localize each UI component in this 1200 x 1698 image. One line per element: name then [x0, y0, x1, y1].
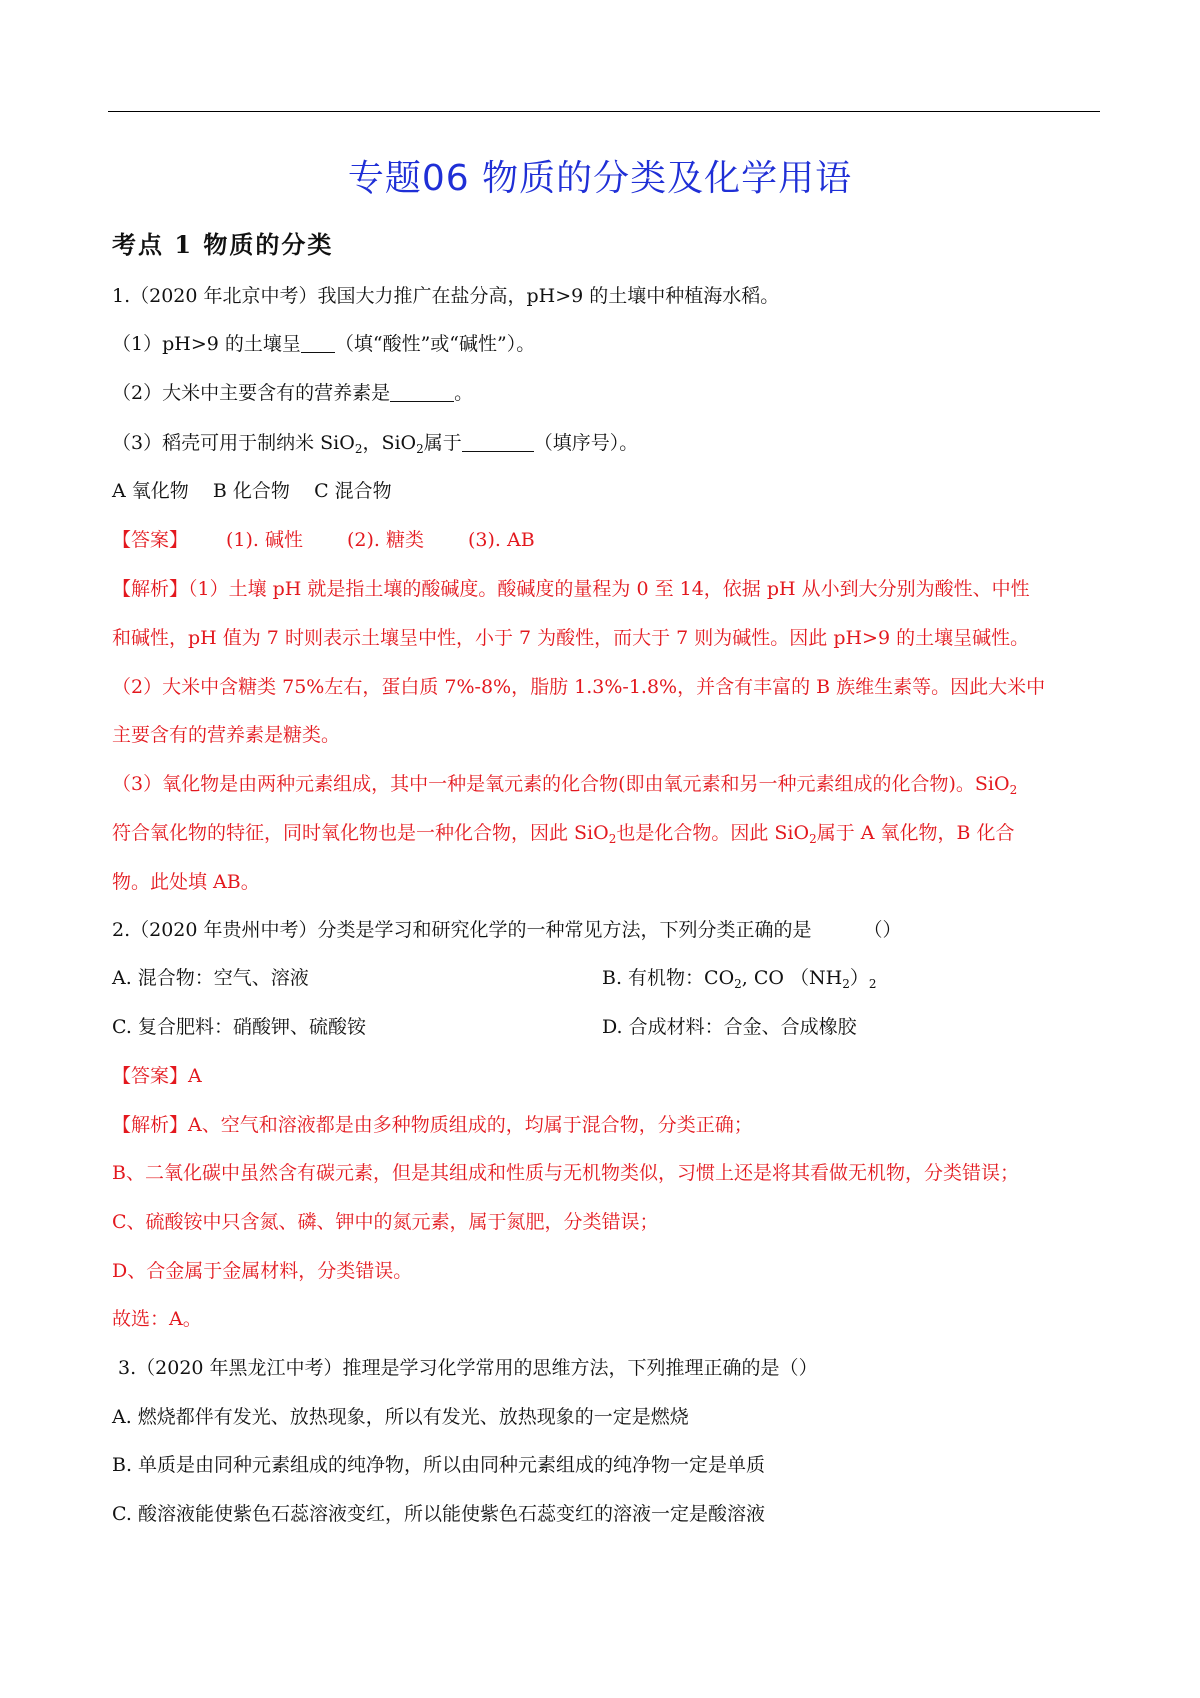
- q1-answer-item-1: (1). 碱性: [226, 529, 304, 551]
- q1-part2-blank: [390, 381, 454, 402]
- q3-option-c: C. 酸溶液能使紫色石蕊溶液变红，所以能使紫色石蕊变红的溶液一定是酸溶液: [112, 1503, 765, 1525]
- q3-option-a: A. 燃烧都伴有发光、放热现象，所以有发光、放热现象的一定是燃烧: [112, 1406, 689, 1428]
- q2-answer: 【答案】A: [112, 1065, 202, 1087]
- q1-part3-blank: [462, 431, 534, 452]
- q1-answer-item-3: (3). AB: [468, 529, 535, 551]
- header-rule: [108, 111, 1100, 112]
- q1-part1-blank: [301, 332, 335, 353]
- q2-conclusion: 故选：A。: [112, 1308, 202, 1330]
- q1-analysis-line: 物。此处填 AB。: [112, 871, 260, 893]
- q2-analysis-line: B、二氧化碳中虽然含有碳元素，但是其组成和性质与无机物类似，习惯上还是将其看做无机物，分类错误；: [112, 1162, 1019, 1184]
- q2-option-d: D. 合成材料：合金、合成橡胶: [602, 1016, 857, 1038]
- q1-analysis-line: 和碱性，pH 值为 7 时则表示土壤呈中性，小于 7 为酸性，而大于 7 则为碱性。因此 pH>9 的土壤呈碱性。: [112, 627, 1030, 649]
- q2-option-b: B. 有机物：$CO_2$, CO $(NH_2)_2$: [602, 967, 877, 991]
- q2-analysis-line: D、合金属于金属材料，分类错误。: [112, 1260, 413, 1282]
- q3-option-b: B. 单质是由同种元素组成的纯净物，所以由同种元素组成的纯净物一定是单质: [112, 1454, 766, 1476]
- q1-part1: （1）pH>9 的土壤呈 （填“酸性”或“碱性”）。: [112, 333, 536, 355]
- q1-analysis-line: 【解析】（1）土壤 pH 就是指土壤的酸碱度。酸碱度的量程为 0 至 14，依据 pH 从小到大分别为酸性、中性: [112, 578, 1030, 600]
- q2-answer-paren: （）: [863, 919, 902, 941]
- q1-analysis-line: （2）大米中含糖类 75%左右，蛋白质 7%-8%，脂肪 1.3%-1.8%，并含有丰富的 B 族维生素等。因此大米中: [112, 676, 1046, 698]
- q2-option-a: A. 混合物：空气、溶液: [112, 967, 309, 989]
- section-heading: 考点 1 物质的分类: [112, 230, 334, 259]
- q2-option-c: C. 复合肥料：硝酸钾、硫酸铵: [112, 1016, 366, 1038]
- q1-options: A 氧化物 B 化合物 C 混合物: [112, 480, 392, 502]
- q2-analysis-line: C、硫酸铵中只含氮、磷、钾中的氮元素，属于氮肥，分类错误；: [112, 1211, 659, 1233]
- q1-part3: （3）稻壳可用于制纳米 SiO$_2$，SiO$_2$属于 （填序号）。: [112, 432, 639, 456]
- q1-analysis-line: （3）氧化物是由两种元素组成，其中一种是氧元素的化合物(即由氧元素和另一种元素组成的化合物)。SiO$_2$: [112, 773, 1018, 797]
- q1-analysis-line: 主要含有的营养素是糖类。: [112, 724, 341, 746]
- q3-stem: 3.（2020 年黑龙江中考）推理是学习化学常用的思维方法，下列推理正确的是（）: [112, 1357, 818, 1379]
- q1-answer-item-2: (2). 糖类: [347, 529, 425, 551]
- q1-answer: 【答案】 (1). 碱性 (2). 糖类 (3). AB: [112, 529, 535, 551]
- q2-analysis-line: 【解析】A、空气和溶液都是由多种物质组成的，均属于混合物，分类正确；: [112, 1114, 753, 1136]
- q1-part2: （2）大米中主要含有的营养素是 。: [112, 382, 474, 404]
- page-title: 专题06 物质的分类及化学用语: [347, 158, 853, 199]
- q2-stem: 2.（2020 年贵州中考）分类是学习和研究化学的一种常见方法，下列分类正确的是 （）: [112, 919, 902, 941]
- q1-analysis-line: 符合氧化物的特征，同时氧化物也是一种化合物，因此 SiO$_2$也是化合物。因此 SiO$_2$属于 A 氧化物，B 化合: [112, 822, 1015, 846]
- q1-stem: 1.（2020 年北京中考）我国大力推广在盐分高，pH>9 的土壤中种植海水稻。: [112, 285, 780, 307]
